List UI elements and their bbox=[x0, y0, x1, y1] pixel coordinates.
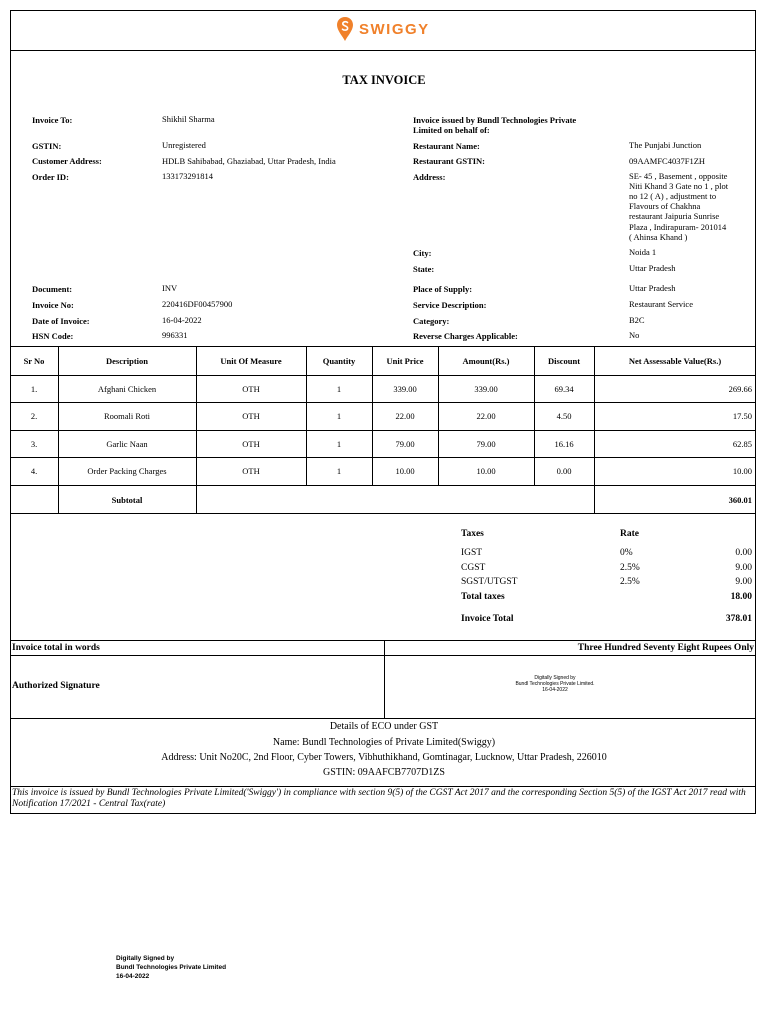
tax-name-sgst: SGST/UTGST bbox=[461, 577, 518, 587]
restaurant-address-line: restaurant Jaipuria Sunrise bbox=[629, 211, 720, 221]
city-value: Noida 1 bbox=[629, 247, 657, 257]
state-label: State: bbox=[413, 264, 435, 274]
cell-sr-no: 1. bbox=[30, 384, 38, 394]
invoice-date-label: Date of Invoice: bbox=[32, 316, 90, 326]
col-header-quantity: Quantity bbox=[322, 356, 356, 366]
invoice-to-value: Shikhil Sharma bbox=[162, 114, 215, 124]
invoice-no-value: 220416DF00457900 bbox=[162, 299, 233, 309]
rule-words-top bbox=[10, 640, 756, 641]
col-header-sr-no: Sr No bbox=[23, 356, 45, 366]
rule-row-4 bbox=[10, 485, 756, 486]
cell-net-value: 17.50 bbox=[732, 411, 752, 421]
cell-net-value: 10.00 bbox=[732, 466, 752, 476]
subtotal-value: 360.01 bbox=[728, 495, 752, 505]
digital-signature-line: Digitally Signed by bbox=[534, 675, 576, 681]
restaurant-address-line: SE- 45 , Basement , opposite bbox=[629, 171, 728, 181]
invoice-to-label: Invoice To: bbox=[32, 115, 73, 125]
eco-heading: Details of ECO under GST bbox=[329, 721, 439, 732]
total-taxes-value: 18.00 bbox=[730, 592, 752, 602]
brand-logo bbox=[336, 14, 430, 44]
place-of-supply-label: Place of Supply: bbox=[413, 284, 473, 294]
service-description-label: Service Description: bbox=[413, 300, 487, 310]
rule-header bbox=[10, 50, 756, 51]
bottom-signature-line: Bundl Technologies Private Limited bbox=[116, 964, 227, 971]
cell-discount: 16.16 bbox=[554, 439, 574, 449]
cell-amount: 79.00 bbox=[476, 439, 496, 449]
tax-amount-cgst: 9.00 bbox=[735, 563, 752, 573]
rule-row-3 bbox=[10, 457, 756, 458]
eco-gstin: GSTIN: 09AAFCB7707D1ZS bbox=[323, 767, 445, 778]
issued-by-line-1: Invoice issued by Bundl Technologies Private bbox=[413, 115, 577, 125]
page-title: TAX INVOICE bbox=[342, 73, 426, 87]
cell-discount: 4.50 bbox=[556, 411, 572, 421]
order-id-label: Order ID: bbox=[32, 172, 69, 182]
total-taxes-label: Total taxes bbox=[461, 592, 505, 602]
eco-address: Address: Unit No20C, 2nd Floor, Cyber Towers, Vibhuthikhand, Gomtinagar, Lucknow, Uttar Pradesh, 226010 bbox=[161, 752, 607, 763]
col-rule-1 bbox=[58, 346, 59, 513]
restaurant-name-value: The Punjabi Junction bbox=[629, 140, 702, 150]
swiggy-logo-icon bbox=[336, 16, 354, 42]
rule-table-header bbox=[10, 375, 756, 376]
cell-unit: OTH bbox=[242, 439, 260, 449]
rule-row-1 bbox=[10, 402, 756, 403]
digital-signature-line: 16-04-2022 bbox=[542, 687, 568, 693]
bottom-signature-line: Digitally Signed by bbox=[116, 955, 175, 962]
rule-words-bottom bbox=[10, 655, 756, 656]
cell-unit-price: 79.00 bbox=[395, 439, 415, 449]
digital-signature-line: Bundl Technologies Private Limited. bbox=[515, 681, 595, 687]
customer-address-label: Customer Address: bbox=[32, 156, 102, 166]
cell-unit: OTH bbox=[242, 384, 260, 394]
taxes-heading: Taxes bbox=[461, 529, 484, 539]
customer-gstin-label: GSTIN: bbox=[32, 141, 62, 151]
hsn-code-value: 996331 bbox=[162, 330, 188, 340]
tax-name-igst: IGST bbox=[461, 548, 483, 558]
rule-subtotal bbox=[10, 513, 756, 514]
document-label: Document: bbox=[32, 284, 73, 294]
tax-rate-cgst: 2.5% bbox=[620, 563, 640, 573]
cell-description: Afghani Chicken bbox=[97, 384, 157, 394]
col-header-discount: Discount bbox=[547, 356, 581, 366]
restaurant-gstin-value: 09AAMFC4037F1ZH bbox=[629, 156, 706, 166]
cell-net-value: 269.66 bbox=[728, 384, 752, 394]
state-value: Uttar Pradesh bbox=[629, 263, 676, 273]
cell-net-value: 62.85 bbox=[732, 439, 752, 449]
cell-description: Garlic Naan bbox=[106, 439, 148, 449]
col-header-unit-price: Unit Price bbox=[386, 356, 424, 366]
restaurant-address-line: Plaza , Indirapuram- 201014 bbox=[629, 222, 727, 232]
total-in-words-value: Three Hundred Seventy Eight Rupees Only bbox=[577, 643, 754, 653]
cell-sr-no: 3. bbox=[30, 439, 38, 449]
cell-unit-price: 10.00 bbox=[395, 466, 415, 476]
order-id-value: 133173291814 bbox=[162, 171, 213, 181]
col-header-amount: Amount(Rs.) bbox=[462, 356, 510, 366]
rule-eco-bottom bbox=[10, 786, 756, 787]
rule-row-2 bbox=[10, 430, 756, 431]
document-value: INV bbox=[162, 283, 178, 293]
city-label: City: bbox=[413, 248, 432, 258]
tax-amount-igst: 0.00 bbox=[735, 548, 752, 558]
reverse-charges-label: Reverse Charges Applicable: bbox=[413, 331, 518, 341]
col-rule-7 bbox=[594, 346, 595, 513]
col-rule-words bbox=[384, 640, 385, 718]
cell-quantity: 1 bbox=[336, 439, 342, 449]
service-description-value: Restaurant Service bbox=[629, 299, 693, 309]
col-header-unit-of-measure: Unit Of Measure bbox=[220, 356, 282, 366]
customer-address-value: HDLB Sahibabad, Ghaziabad, Uttar Pradesh, India bbox=[162, 156, 336, 166]
place-of-supply-value: Uttar Pradesh bbox=[629, 283, 676, 293]
category-value: B2C bbox=[629, 315, 645, 325]
rate-heading: Rate bbox=[620, 529, 639, 539]
reverse-charges-value: No bbox=[629, 330, 640, 340]
cell-amount: 22.00 bbox=[476, 411, 496, 421]
restaurant-address-line: Flavours of Chakhna bbox=[629, 201, 701, 211]
tax-amount-sgst: 9.00 bbox=[735, 577, 752, 587]
hsn-code-label: HSN Code: bbox=[32, 331, 74, 341]
compliance-footnote: This invoice is issued by Bundl Technologies Private Limited('Swiggy') in compliance with section 9(5) of the CGST Act 2017 and the corresponding Section 5(5) of the IGST Act 2017 read with Notification 17/2021 - Central Tax(rate) bbox=[12, 788, 746, 809]
cell-sr-no: 4. bbox=[30, 466, 38, 476]
cell-discount: 69.34 bbox=[554, 384, 574, 394]
customer-gstin-value: Unregistered bbox=[162, 140, 206, 150]
cell-unit-price: 22.00 bbox=[395, 411, 415, 421]
restaurant-address-label: Address: bbox=[413, 172, 446, 182]
brand-name: SWIGGY bbox=[359, 20, 430, 38]
issued-by-line-2: Limited on behalf of: bbox=[413, 125, 490, 135]
total-in-words-label: Invoice total in words bbox=[12, 643, 100, 653]
restaurant-address-line: ( Ahinsa Khand ) bbox=[629, 232, 688, 242]
cell-discount: 0.00 bbox=[556, 466, 572, 476]
cell-unit: OTH bbox=[242, 466, 260, 476]
rule-table-top bbox=[10, 346, 756, 347]
eco-name: Name: Bundl Technologies of Private Limited(Swiggy) bbox=[272, 737, 496, 748]
invoice-no-label: Invoice No: bbox=[32, 300, 74, 310]
cell-description: Order Packing Charges bbox=[87, 466, 167, 476]
restaurant-gstin-label: Restaurant GSTIN: bbox=[413, 156, 486, 166]
cell-description: Roomali Roti bbox=[103, 411, 151, 421]
cell-unit: OTH bbox=[242, 411, 260, 421]
cell-unit-price: 339.00 bbox=[393, 384, 417, 394]
cell-amount: 339.00 bbox=[474, 384, 498, 394]
cell-quantity: 1 bbox=[336, 384, 342, 394]
authorized-signature-label: Authorized Signature bbox=[12, 681, 100, 691]
restaurant-address-line: no 12 ( A) , adjustment to bbox=[629, 191, 717, 201]
restaurant-address-line: Niti Khand 3 Gate no 1 , plot bbox=[629, 181, 729, 191]
cell-sr-no: 2. bbox=[30, 411, 38, 421]
rule-signature-bottom bbox=[10, 718, 756, 719]
subtotal-label: Subtotal bbox=[111, 495, 143, 505]
invoice-total-label: Invoice Total bbox=[461, 614, 514, 624]
invoice-date-value: 16-04-2022 bbox=[162, 315, 202, 325]
category-label: Category: bbox=[413, 316, 450, 326]
invoice-total-value: 378.01 bbox=[725, 614, 752, 624]
col-header-net-value: Net Assessable Value(Rs.) bbox=[628, 356, 722, 366]
cell-quantity: 1 bbox=[336, 466, 342, 476]
tax-rate-sgst: 2.5% bbox=[620, 577, 640, 587]
tax-name-cgst: CGST bbox=[461, 563, 486, 573]
bottom-signature-line: 16-04-2022 bbox=[116, 973, 150, 980]
cell-quantity: 1 bbox=[336, 411, 342, 421]
bottom-digital-signature bbox=[116, 954, 226, 981]
col-header-description: Description bbox=[105, 356, 149, 366]
col-rule-2 bbox=[196, 346, 197, 513]
restaurant-name-label: Restaurant Name: bbox=[413, 141, 480, 151]
tax-rate-igst: 0% bbox=[620, 548, 633, 558]
cell-amount: 10.00 bbox=[476, 466, 496, 476]
